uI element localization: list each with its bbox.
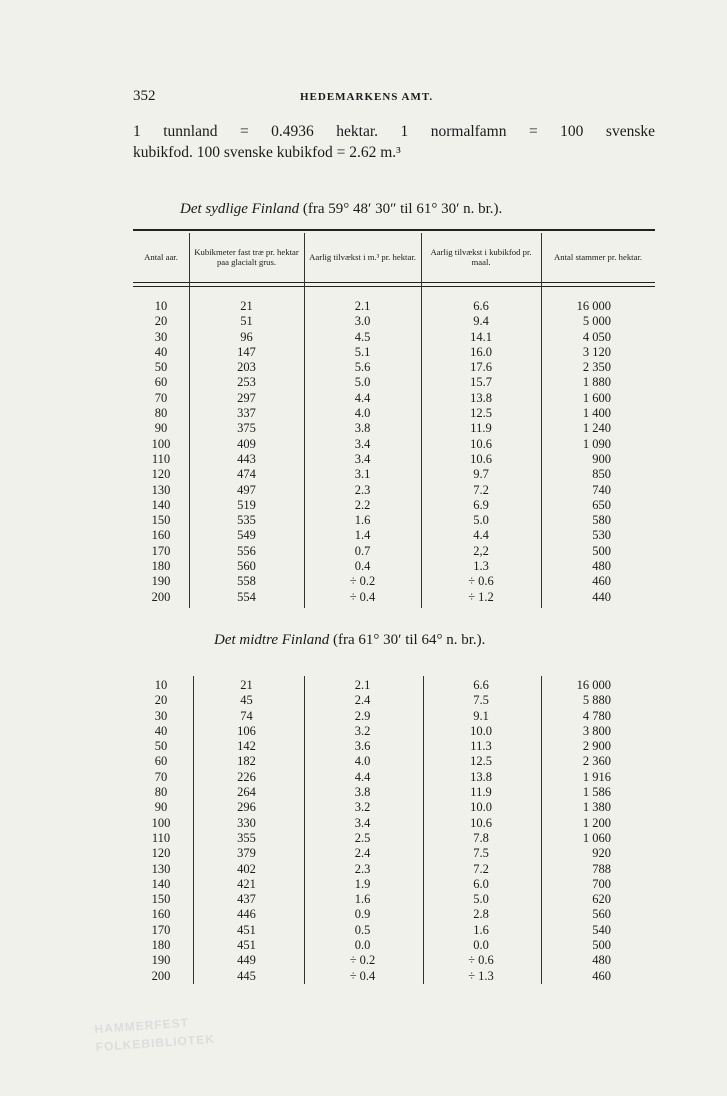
stamp-line-2: FOLKEBIBLIOTEK: [95, 1031, 216, 1055]
cell-age: 90: [154, 421, 168, 436]
table-south-rows: [133, 299, 655, 605]
table-row: [133, 421, 655, 436]
cell-stems: 16 000: [576, 299, 611, 313]
cell-age: 100: [151, 436, 171, 451]
table-row: [133, 314, 655, 329]
cell-volume: 451: [237, 938, 256, 953]
column-header-growth-m3: Aarlig tilvækst i m.³ pr. hektar.: [309, 252, 416, 262]
table-header: [133, 233, 655, 281]
cell-volume: 21: [240, 299, 253, 313]
cell-age: 50: [154, 739, 168, 754]
cell-growth-m3: 3.1: [354, 467, 371, 482]
cell-growth-cubicfeet: 4.4: [473, 528, 489, 543]
table-row: [133, 724, 655, 739]
cell-age: 80: [154, 785, 168, 800]
cell-stems: 580: [592, 513, 611, 528]
table-row: [133, 709, 655, 724]
cell-age: 10: [154, 299, 168, 313]
cell-stems: 1 240: [582, 421, 611, 436]
cell-growth-cubicfeet: 12.5: [470, 406, 492, 421]
cell-stems: 16 000: [576, 678, 611, 692]
cell-age: 40: [154, 344, 168, 359]
cell-stems: 920: [592, 846, 611, 861]
cell-volume: 375: [237, 421, 256, 436]
cell-stems: 850: [592, 467, 611, 482]
cell-growth-m3: ÷ 0.2: [349, 953, 376, 968]
cell-age: 120: [151, 467, 171, 482]
section-title-middle-range: (fra 61° 30′ til 64° n. br.).: [329, 632, 486, 648]
cell-stems: 1 880: [582, 375, 611, 390]
cell-growth-cubicfeet: 2.8: [473, 907, 489, 922]
cell-growth-m3: 2.1: [354, 678, 371, 692]
cell-growth-cubicfeet: 7.5: [473, 846, 489, 861]
cell-volume: 21: [240, 678, 253, 692]
column-header-age: Antal aar.: [144, 252, 178, 262]
cell-volume: 264: [237, 785, 256, 800]
cell-age: 200: [151, 589, 171, 604]
cell-volume: 560: [237, 559, 256, 574]
cell-age: 60: [154, 754, 168, 769]
cell-growth-cubicfeet: 7.5: [473, 693, 489, 708]
cell-growth-cubicfeet: ÷ 0.6: [468, 953, 494, 968]
cell-growth-cubicfeet: 6.6: [473, 299, 489, 313]
cell-age: 200: [151, 968, 171, 983]
cell-growth-cubicfeet: 11.9: [470, 785, 492, 800]
cell-volume: 182: [237, 754, 256, 769]
cell-stems: 1 400: [582, 406, 611, 421]
cell-growth-cubicfeet: 7.2: [473, 861, 489, 876]
table-row: [133, 938, 655, 953]
cell-age: 120: [151, 846, 171, 861]
cell-volume: 554: [237, 589, 256, 604]
table-row: [133, 816, 655, 831]
cell-growth-cubicfeet: 6.0: [473, 876, 489, 891]
cell-growth-cubicfeet: 11.3: [470, 739, 492, 754]
cell-age: 30: [154, 329, 168, 344]
cell-stems: 500: [592, 938, 611, 953]
table-row: [133, 739, 655, 754]
cell-growth-m3: 4.4: [354, 769, 371, 784]
cell-volume: 96: [240, 329, 253, 344]
cell-volume: 443: [237, 451, 256, 466]
cell-age: 80: [154, 406, 168, 421]
cell-age: 130: [151, 861, 171, 876]
cell-stems: 3 800: [582, 723, 611, 738]
cell-age: 160: [151, 528, 171, 543]
cell-volume: 296: [237, 800, 256, 815]
cell-growth-m3: 3.4: [354, 436, 371, 451]
table-row: [133, 785, 655, 800]
table-row: [133, 360, 655, 375]
cell-volume: 445: [237, 968, 256, 983]
table-row: [133, 559, 655, 574]
cell-volume: 203: [237, 360, 256, 375]
cell-volume: 51: [240, 314, 253, 329]
cell-growth-m3: 2.9: [354, 708, 371, 723]
cell-growth-m3: 1.9: [354, 876, 371, 891]
cell-volume: 421: [237, 876, 256, 891]
cell-growth-cubicfeet: ÷ 1.3: [468, 968, 494, 983]
table-row: [133, 693, 655, 708]
section-title-south-range: (fra 59° 48′ 30″ til 61° 30′ n. br.).: [299, 201, 503, 217]
table-row: [133, 498, 655, 513]
cell-stems: 620: [592, 892, 611, 907]
table-row: [133, 406, 655, 421]
section-title-south: [180, 201, 502, 218]
cell-growth-m3: 3.4: [354, 451, 371, 466]
cell-age: 160: [151, 907, 171, 922]
cell-growth-cubicfeet: 9.7: [473, 467, 489, 482]
table-row: [133, 375, 655, 390]
cell-age: 10: [154, 678, 168, 692]
table-row: [133, 345, 655, 360]
cell-age: 140: [151, 497, 171, 512]
cell-age: 180: [151, 938, 171, 953]
cell-age: 60: [154, 375, 168, 390]
table-top-rule: [133, 229, 655, 231]
intro-paragraph: [133, 121, 655, 163]
table-row: [133, 846, 655, 861]
cell-growth-m3: 3.0: [354, 314, 371, 329]
cell-growth-m3: 3.4: [354, 815, 371, 830]
cell-stems: 788: [592, 861, 611, 876]
cell-growth-cubicfeet: 10.6: [470, 451, 492, 466]
cell-stems: 1 200: [582, 815, 611, 830]
cell-volume: 409: [237, 436, 256, 451]
cell-volume: 535: [237, 513, 256, 528]
cell-volume: 226: [237, 769, 256, 784]
cell-age: 20: [154, 314, 168, 329]
cell-growth-cubicfeet: 1.3: [473, 559, 489, 574]
cell-growth-m3: ÷ 0.4: [349, 589, 376, 604]
cell-growth-cubicfeet: 9.4: [473, 314, 489, 329]
header-double-rule: [133, 282, 655, 287]
cell-growth-cubicfeet: 1.6: [473, 922, 489, 937]
table-row: [133, 467, 655, 482]
table-row: [133, 330, 655, 345]
cell-age: 70: [154, 769, 168, 784]
cell-stems: 740: [592, 482, 611, 497]
cell-age: 90: [154, 800, 168, 815]
table-row: [133, 437, 655, 452]
cell-stems: 700: [592, 876, 611, 891]
cell-age: 30: [154, 708, 168, 723]
cell-stems: 1 090: [582, 436, 611, 451]
cell-growth-cubicfeet: 17.6: [470, 360, 492, 375]
cell-growth-m3: 1.4: [354, 528, 371, 543]
table-row: [133, 877, 655, 892]
table-row: [133, 907, 655, 922]
cell-age: 40: [154, 723, 168, 738]
cell-stems: 560: [592, 907, 611, 922]
cell-age: 140: [151, 876, 171, 891]
cell-volume: 253: [237, 375, 256, 390]
cell-growth-cubicfeet: 7.2: [473, 482, 489, 497]
cell-growth-m3: 2.3: [354, 861, 371, 876]
cell-growth-cubicfeet: 16.0: [470, 344, 492, 359]
table-middle-rows: [133, 678, 655, 984]
table-row: [133, 452, 655, 467]
cell-growth-m3: 2.1: [354, 299, 371, 313]
cell-age: 130: [151, 482, 171, 497]
cell-growth-m3: 2.5: [354, 830, 371, 845]
table-row: [133, 754, 655, 769]
cell-volume: 497: [237, 482, 256, 497]
cell-growth-cubicfeet: 13.8: [470, 769, 492, 784]
cell-stems: 1 916: [582, 769, 611, 784]
cell-volume: 142: [237, 739, 256, 754]
column-header-growth-cubicfeet: Aarlig tilvækst i kubikfod pr. maal.: [430, 247, 532, 267]
library-stamp: [94, 1012, 216, 1056]
cell-stems: 3 120: [582, 344, 611, 359]
cell-growth-m3: 3.2: [354, 723, 371, 738]
cell-growth-m3: 4.4: [354, 390, 371, 405]
cell-volume: 446: [237, 907, 256, 922]
cell-stems: 500: [592, 543, 611, 558]
cell-growth-cubicfeet: 2,2: [473, 543, 489, 558]
cell-growth-m3: 4.5: [354, 329, 371, 344]
cell-growth-m3: 2.4: [354, 693, 371, 708]
section-title-middle-region: Det midtre Finland: [214, 632, 330, 648]
cell-stems: 4 050: [582, 329, 611, 344]
cell-growth-m3: 0.9: [354, 907, 371, 922]
page-number: 352: [133, 88, 156, 104]
cell-growth-m3: 1.6: [354, 513, 371, 528]
cell-growth-m3: 0.5: [354, 922, 371, 937]
cell-growth-cubicfeet: 10.0: [470, 800, 492, 815]
cell-age: 170: [151, 543, 171, 558]
table-row: [133, 969, 655, 984]
cell-age: 150: [151, 892, 171, 907]
cell-volume: 449: [237, 953, 256, 968]
cell-growth-m3: ÷ 0.2: [349, 574, 376, 589]
cell-growth-m3: 2.3: [354, 482, 371, 497]
cell-growth-cubicfeet: 15.7: [470, 375, 492, 390]
table-row: [133, 483, 655, 498]
cell-volume: 45: [240, 693, 253, 708]
cell-growth-m3: ÷ 0.4: [349, 968, 376, 983]
cell-stems: 2 350: [582, 360, 611, 375]
column-header-volume: Kubikmeter fast træ pr. hektar paa glacialt grus.: [194, 247, 299, 267]
cell-volume: 355: [237, 830, 256, 845]
cell-stems: 460: [592, 968, 611, 983]
cell-stems: 5 000: [582, 314, 611, 329]
table-row: [133, 391, 655, 406]
cell-age: 50: [154, 360, 168, 375]
cell-volume: 437: [237, 892, 256, 907]
cell-growth-m3: 4.0: [354, 754, 371, 769]
cell-growth-m3: 0.0: [354, 938, 371, 953]
cell-stems: 2 900: [582, 739, 611, 754]
cell-growth-cubicfeet: ÷ 0.6: [468, 574, 494, 589]
cell-growth-m3: 4.0: [354, 406, 371, 421]
section-title-middle: [214, 632, 485, 649]
cell-age: 150: [151, 513, 171, 528]
cell-stems: 1 060: [582, 830, 611, 845]
cell-age: 190: [151, 574, 171, 589]
table-row: [133, 544, 655, 559]
table-row: [133, 574, 655, 589]
cell-age: 110: [151, 830, 171, 845]
cell-stems: 4 780: [582, 708, 611, 723]
cell-growth-cubicfeet: 5.0: [473, 892, 489, 907]
cell-growth-m3: 3.8: [354, 421, 371, 436]
cell-growth-m3: 1.6: [354, 892, 371, 907]
cell-stems: 1 586: [582, 785, 611, 800]
cell-volume: 330: [237, 815, 256, 830]
cell-volume: 147: [237, 344, 256, 359]
cell-volume: 558: [237, 574, 256, 589]
cell-stems: 460: [592, 574, 611, 589]
table-row: [133, 831, 655, 846]
cell-age: 20: [154, 693, 168, 708]
cell-volume: 474: [237, 467, 256, 482]
cell-stems: 900: [592, 451, 611, 466]
running-title: HEDEMARKENS AMT.: [300, 91, 434, 103]
table-row: [133, 953, 655, 968]
cell-growth-cubicfeet: 6.9: [473, 497, 489, 512]
cell-age: 110: [151, 451, 171, 466]
cell-stems: 650: [592, 497, 611, 512]
intro-line-2: kubikfod. 100 svenske kubikfod = 2.62 m.³: [133, 144, 401, 161]
cell-growth-m3: 3.2: [354, 800, 371, 815]
table-row: [133, 800, 655, 815]
cell-stems: 480: [592, 953, 611, 968]
cell-stems: 5 880: [582, 693, 611, 708]
cell-stems: 1 380: [582, 800, 611, 815]
table-row: [133, 892, 655, 907]
cell-volume: 297: [237, 390, 256, 405]
cell-growth-cubicfeet: 13.8: [470, 390, 492, 405]
cell-growth-m3: 5.6: [354, 360, 371, 375]
cell-growth-cubicfeet: 14.1: [470, 329, 492, 344]
cell-volume: 74: [240, 708, 253, 723]
cell-age: 170: [151, 922, 171, 937]
cell-stems: 440: [592, 589, 611, 604]
cell-volume: 519: [237, 497, 256, 512]
cell-volume: 402: [237, 861, 256, 876]
cell-growth-cubicfeet: 5.0: [473, 513, 489, 528]
stamp-line-1: HAMMERFEST: [94, 1015, 190, 1037]
cell-growth-m3: 5.0: [354, 375, 371, 390]
cell-growth-m3: 2.2: [354, 497, 371, 512]
cell-age: 70: [154, 390, 168, 405]
cell-volume: 451: [237, 922, 256, 937]
table-row: [133, 590, 655, 605]
table-row: [133, 513, 655, 528]
cell-growth-m3: 0.4: [354, 559, 371, 574]
cell-age: 100: [151, 815, 171, 830]
cell-volume: 379: [237, 846, 256, 861]
cell-growth-m3: 0.7: [354, 543, 371, 558]
cell-stems: 1 600: [582, 390, 611, 405]
cell-stems: 480: [592, 559, 611, 574]
table-row: [133, 770, 655, 785]
cell-growth-cubicfeet: 10.6: [470, 436, 492, 451]
cell-growth-m3: 5.1: [354, 344, 371, 359]
cell-stems: 540: [592, 922, 611, 937]
table-row: [133, 299, 655, 314]
cell-volume: 556: [237, 543, 256, 558]
section-title-south-region: Det sydlige Finland: [180, 201, 300, 217]
cell-growth-m3: 3.6: [354, 739, 371, 754]
column-header-stems: Antal stammer pr. hektar.: [553, 252, 643, 262]
cell-volume: 337: [237, 406, 256, 421]
cell-growth-cubicfeet: 9.1: [473, 708, 489, 723]
cell-growth-cubicfeet: 6.6: [473, 678, 489, 692]
cell-growth-cubicfeet: 12.5: [470, 754, 492, 769]
intro-line-1: 1 tunnland = 0.4936 hektar. 1 normalfamn = 100 svenske: [133, 123, 655, 140]
cell-growth-cubicfeet: 10.0: [470, 723, 492, 738]
cell-stems: 2 360: [582, 754, 611, 769]
cell-growth-m3: 3.8: [354, 785, 371, 800]
cell-growth-m3: 2.4: [354, 846, 371, 861]
table-row: [133, 528, 655, 543]
cell-growth-cubicfeet: 11.9: [470, 421, 492, 436]
cell-volume: 549: [237, 528, 256, 543]
cell-stems: 530: [592, 528, 611, 543]
cell-growth-cubicfeet: 10.6: [470, 815, 492, 830]
cell-growth-cubicfeet: ÷ 1.2: [468, 589, 494, 604]
table-row: [133, 862, 655, 877]
cell-growth-cubicfeet: 0.0: [473, 938, 489, 953]
cell-growth-cubicfeet: 7.8: [473, 830, 489, 845]
cell-age: 190: [151, 953, 171, 968]
table-row: [133, 678, 655, 693]
cell-volume: 106: [237, 723, 256, 738]
cell-age: 180: [151, 559, 171, 574]
table-row: [133, 923, 655, 938]
